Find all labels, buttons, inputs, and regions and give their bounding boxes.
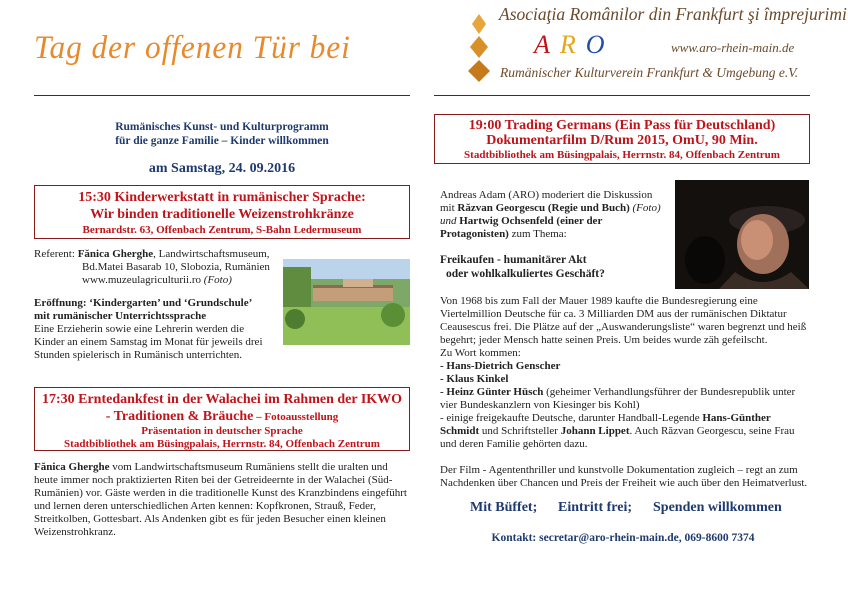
speaker-4-c: und Schriftsteller [479,425,561,437]
moderator-b: Răzvan Georgescu (Regie und Buch) [457,202,630,214]
speaker-4-e: . Auch Răzvan Georgescu, seine Frau und deren Familie gehörten dazu. [440,425,795,450]
event1-referent [34,248,274,287]
event2-language: Präsentation in deutscher Sprache [141,425,303,437]
event1-title: 15:30 Kinderwerkstatt in rumänischer Sprache: [78,190,366,205]
event1-subtitle: Wir binden traditionelle Weizenstrohkränze [90,207,354,222]
event1-header-box [34,185,410,239]
speaker-4-a: - einige freigekaufte Deutsche, darunter Handball-Legende [440,412,703,424]
event2-title: 17:30 Erntedankfest in der Walachei im Rahmen der IKWO [41,392,403,407]
event3-body-text: Von 1968 bis zum Fall der Mauer 1989 kaufte die Bundesregierung eine Viertelmillion Deutsche für ca. 3 Milliarden DM aus der rumänischen Diktatur Ceausescus frei. Die Plätze auf der „Auswanderungsliste“ waren begrenzt und heiß begehrt; jeder Mensch hatte seinen Preis. Um beides wurde zäh gefeilscht. [440,295,807,346]
logo-aro: ARO [534,30,615,59]
moderator-a: Andreas Adam (ARO) moderiert die Diskussion mit [440,189,653,214]
speaker-3-name: - Heinz Günter Hüsch [440,386,544,398]
museum-photo [283,259,410,345]
event3-moderator [440,189,664,241]
speaker-2: - Klaus Kinkel [440,373,509,385]
event3-header-box [434,114,810,164]
footer-contact[interactable]: Kontakt: secretar@aro-rhein-main.de, 069-8600 7374 [491,532,755,544]
event1-location: Bernardstr. 63, Offenbach Zentrum, S-Bahn Ledermuseum [82,224,362,236]
event3-topic [440,253,670,281]
speaker-3-rest: (geheimer Verhandlungsführer der Bundesrepublik unter vier Bundeskanzlern von Kiesinger bis Kohl) [440,386,796,411]
event-date: am Samstag, 24. 09.2016 [148,161,296,176]
event2-subtitle-b: – Fotoausstellung [253,411,339,423]
logo-subtitle: Rumänischer Kulturverein Frankfurt & Umgebung e.V. [500,65,799,80]
aro-logo-icon [464,14,494,84]
georgescu-photo [675,180,809,289]
intro-line2: für die ganze Familie – Kinder willkommen [115,135,329,147]
event1-opening [34,297,274,362]
intro [34,120,410,148]
referent-name: Fănica Gherghe [77,248,154,260]
opening-label: Eröffnung: ‘Kindergarten’ und ‘Grundschule’ [34,297,253,309]
event2-subtitle: - Traditionen & Bräuche [105,409,254,424]
topic-line2: oder wohlkalkuliertes Geschäft? [446,268,605,280]
event3-location: Stadtbibliothek am Büsingpalais, Herrnstr. 84, Offenbach Zentrum [464,149,780,161]
divider [434,95,810,96]
zu-wort-label: Zu Wort kommen: [440,347,521,359]
page-title: Tag der offenen Tür bei [34,30,351,66]
event3-subtitle: Dokumentarfilm D/Rum 2015, OmU, 90 Min. [486,133,758,148]
event2-text [34,461,410,539]
referent-label: Referent: [34,248,75,260]
opening-text: Eine Erzieherin sowie eine Lehrerin werden die Kinder an einem Samstag im Monat für jeweils drei Stunden spielerisch in Rumänisch unterrichten. [34,323,263,361]
moderator-c: (Foto) und [440,202,661,227]
event2-text-body: vom Landwirtschaftsmuseum Rumäniens stellt die uralten und heute immer noch praktizierten Riten bei der Getreideernte in der Walachei (Süd-Rumänien) vor. Gäste werden in die traditionelle Kunst des Kranzbindens eingeführt und lernen deren unterschiedlichen Arten kennen: Kopfkronen, Strauß, Feder, Streitkolben, Gottesbart. Als Andenken gibt es für jeden Besucher einen kleinen Weizenstrohkranz. [34,461,407,538]
moderator-e: zum Thema: [508,228,567,240]
speaker-1: - Hans-Dietrich Genscher [440,360,561,372]
footer-spenden: Spenden willkommen [653,500,782,515]
event2-header-box [34,387,410,451]
event3-title: 19:00 Trading Germans (Ein Pass für Deutschland) [468,118,776,133]
divider [34,95,410,96]
logo-association-name: Asociaţia Românilor din Frankfurt şi împrejurimi [499,4,847,24]
event2-location: Stadtbibliothek am Büsingpalais, Herrnstr. 84, Offenbach Zentrum [64,438,380,450]
event2-text-name: Fănica Gherghe [34,461,110,473]
speaker-4-b: Hans-Günther Schmidt [440,412,771,437]
museum-link[interactable]: www.muzeulagriculturii.ro [82,274,202,286]
footer-buffet: Mit Büffet; [470,500,538,515]
footer-eintritt: Eintritt frei; [558,500,632,515]
referent-rest: , Landwirtschaftsmuseum, [153,248,270,260]
moderator-d: Hartwig Ochsenfeld (einer der Protagonisten) [440,215,603,240]
logo-url[interactable]: www.aro-rhein-main.de [671,40,795,55]
speaker-4-d: Johann Lippet [560,425,630,437]
topic-line1: Freikaufen - humanitärer Akt [440,254,587,266]
film-description: Der Film - Agententhriller und kunstvolle Dokumentation zugleich – regt an zum Nachdenken über Chancen und Preis der Freiheit wie auch über den Heimatverlust. [440,464,808,489]
opening-label2: mit rumänischer Unterrichtssprache [34,310,207,322]
intro-line1: Rumänisches Kunst- und Kulturprogramm [115,121,329,133]
referent-address: Bd.Matei Basarab 10, Slobozia, Rumänien [82,261,270,273]
foto-note: (Foto) [203,274,232,286]
event3-body [440,295,812,490]
